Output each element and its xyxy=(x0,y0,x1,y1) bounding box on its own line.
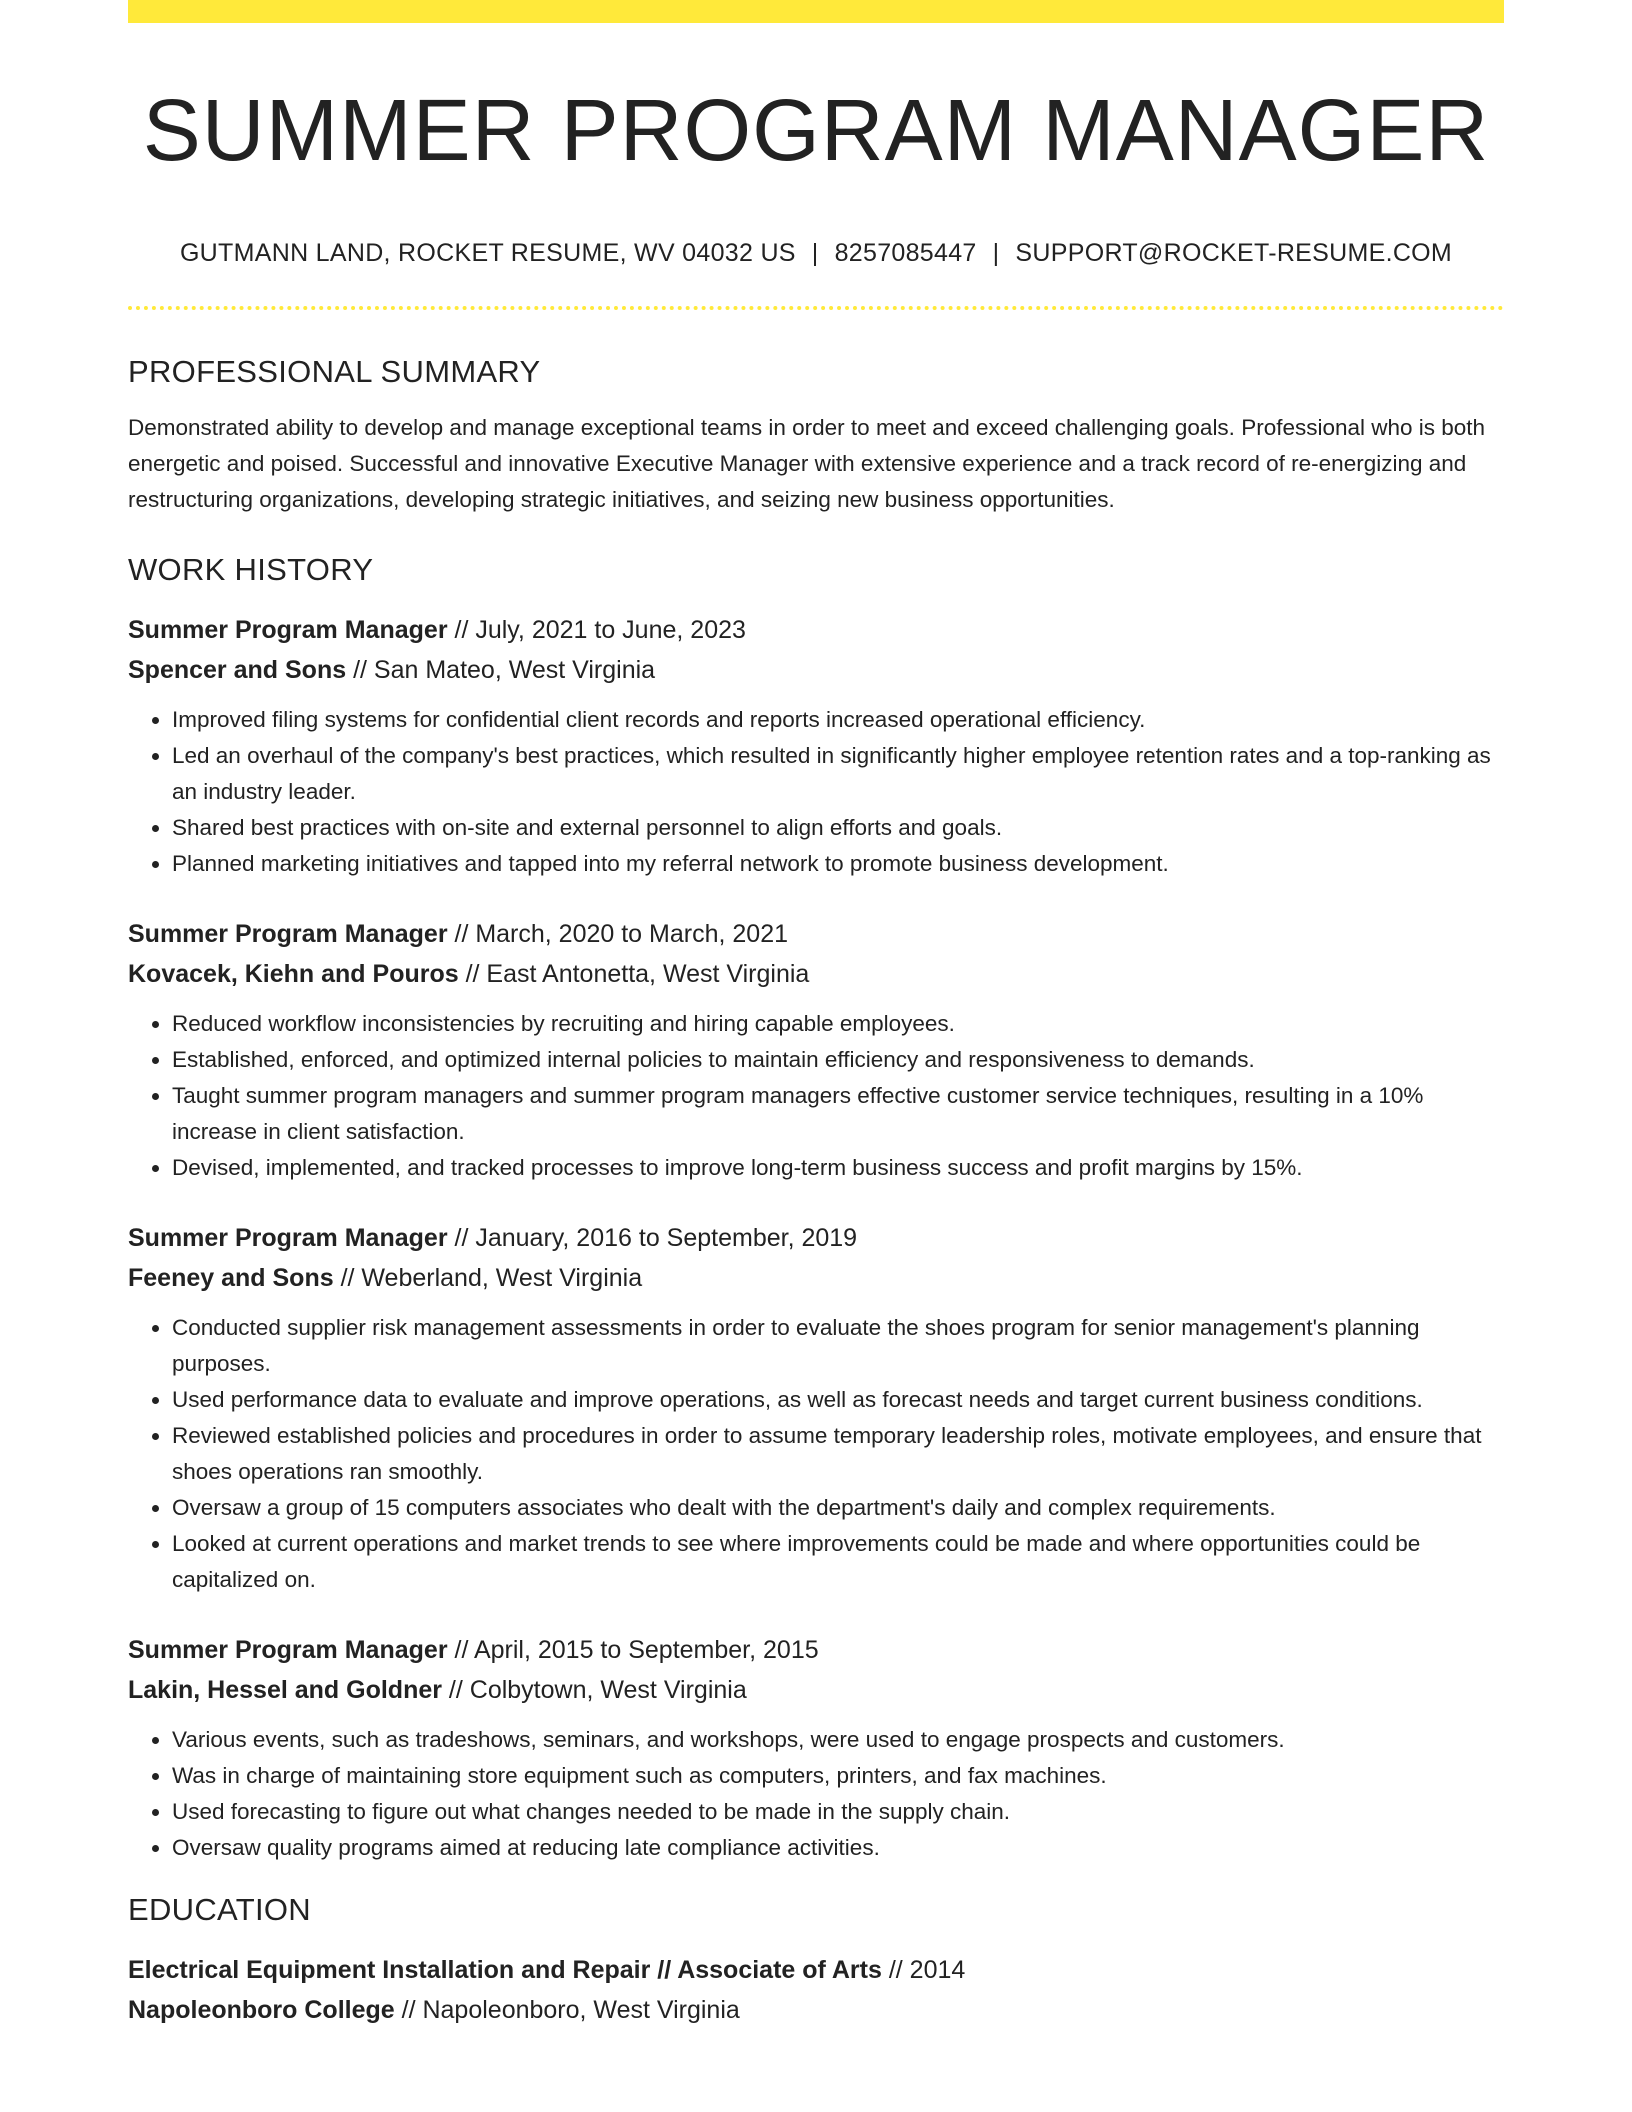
job-company: Kovacek, Kiehn and Pouros xyxy=(128,960,459,988)
job-title: Summer Program Manager xyxy=(128,616,448,644)
job-dates: // April, 2015 to September, 2015 xyxy=(447,1636,819,1664)
summary-text: Demonstrated ability to develop and manage exceptional teams in order to meet and exceed challenging goals. Professional who is both energetic and poised. Successful and innovative Executive Manager with extensive experience and a track record of re-energizing and restructuring organizations, developing strategic initiatives, and seizing new business opportunities. xyxy=(128,415,1486,512)
job-title-line xyxy=(128,1218,1504,1258)
resume-page xyxy=(128,0,1504,2030)
job-duties-list xyxy=(128,1722,1504,1866)
job-location: // East Antonetta, West Virginia xyxy=(458,960,810,988)
education-school: Napoleonboro College xyxy=(128,1996,395,2024)
job-title: Summer Program Manager xyxy=(128,920,448,948)
contact-address: GUTMANN LAND, ROCKET RESUME, WV 04032 US xyxy=(179,239,796,267)
job-entry xyxy=(128,914,1504,1186)
job-title: Summer Program Manager xyxy=(128,1636,448,1664)
duty-item: • Looked at current operations and market trends to see where improvements could be made and where opportunities could be capitalized on. xyxy=(172,1526,1504,1598)
section-heading-work-history: WORK HISTORY xyxy=(128,552,374,587)
dotted-divider xyxy=(128,306,1504,310)
duty-item: • Various events, such as tradeshows, seminars, and workshops, were used to engage prospects and customers. xyxy=(172,1722,1504,1758)
duty-item: • Oversaw quality programs aimed at reducing late compliance activities. xyxy=(172,1830,1504,1866)
accent-top-bar xyxy=(128,0,1504,23)
job-dates: // July, 2021 to June, 2023 xyxy=(447,616,746,644)
contact-separator: | xyxy=(811,239,819,267)
job-title: Summer Program Manager xyxy=(128,1224,448,1252)
duty-item: • Conducted supplier risk management assessments in order to evaluate the shoes program for senior management's planning purposes. xyxy=(172,1310,1504,1382)
duty-item: • Improved filing systems for confidential client records and reports increased operational efficiency. xyxy=(172,702,1504,738)
contact-separator: | xyxy=(992,239,1000,267)
education-degree: Electrical Equipment Installation and Repair // Associate of Arts xyxy=(128,1956,882,1984)
job-company-line xyxy=(128,650,1504,690)
duty-item: • Shared best practices with on-site and external personnel to align efforts and goals. xyxy=(172,810,1504,846)
job-company: Lakin, Hessel and Goldner xyxy=(128,1676,442,1704)
job-duties-list xyxy=(128,1006,1504,1186)
job-entry xyxy=(128,610,1504,882)
duty-item: • Taught summer program managers and summer program managers effective customer service techniques, resulting in a 10% increase in client satisfaction. xyxy=(172,1078,1504,1150)
job-location: // Colbytown, West Virginia xyxy=(441,1676,747,1704)
job-title-line xyxy=(128,610,1504,650)
job-company: Spencer and Sons xyxy=(128,656,347,684)
job-company-line xyxy=(128,1670,1504,1710)
duty-item: • Oversaw a group of 15 computers associates who dealt with the department's daily and complex requirements. xyxy=(172,1490,1504,1526)
duty-item: • Planned marketing initiatives and tapped into my referral network to promote business development. xyxy=(172,846,1504,882)
duty-item: • Used forecasting to figure out what changes needed to be made in the supply chain. xyxy=(172,1794,1504,1830)
education-entry xyxy=(128,1950,1504,2030)
education-year: // 2014 xyxy=(881,1956,966,1984)
job-dates: // January, 2016 to September, 2019 xyxy=(447,1224,858,1252)
duty-item: • Reviewed established policies and procedures in order to assume temporary leadership roles, motivate employees, and ensure that shoes operations ran smoothly. xyxy=(172,1418,1504,1490)
resume-title: SUMMER PROGRAM MANAGER xyxy=(142,82,1490,179)
job-location: // Weberland, West Virginia xyxy=(333,1264,643,1292)
duty-item: • Used performance data to evaluate and improve operations, as well as forecast needs and target current business conditions. xyxy=(172,1382,1504,1418)
job-entry xyxy=(128,1218,1504,1598)
section-heading-education: EDUCATION xyxy=(128,1892,311,1927)
section-heading-summary: PROFESSIONAL SUMMARY xyxy=(128,354,541,389)
job-title-line xyxy=(128,914,1504,954)
duty-item: • Reduced workflow inconsistencies by recruiting and hiring capable employees. xyxy=(172,1006,1504,1042)
job-company: Feeney and Sons xyxy=(128,1264,334,1292)
job-location: // San Mateo, West Virginia xyxy=(346,656,656,684)
duty-item: • Led an overhaul of the company's best practices, which resulted in significantly higher employee retention rates and a top-ranking as an industry leader. xyxy=(172,738,1504,810)
job-entry xyxy=(128,1630,1504,1866)
duty-item: • Established, enforced, and optimized internal policies to maintain efficiency and responsiveness to demands. xyxy=(172,1042,1504,1078)
contact-line xyxy=(128,238,1504,268)
education-school-line xyxy=(128,1990,1504,2030)
job-title-line xyxy=(128,1630,1504,1670)
education-location: // Napoleonboro, West Virginia xyxy=(394,1996,740,2024)
duty-item: • Devised, implemented, and tracked processes to improve long-term business success and profit margins by 15%. xyxy=(172,1150,1504,1186)
job-duties-list xyxy=(128,1310,1504,1598)
job-company-line xyxy=(128,1258,1504,1298)
duty-item: • Was in charge of maintaining store equipment such as computers, printers, and fax machines. xyxy=(172,1758,1504,1794)
job-duties-list xyxy=(128,702,1504,882)
contact-email: SUPPORT@ROCKET-RESUME.COM xyxy=(1015,239,1453,267)
job-company-line xyxy=(128,954,1504,994)
job-dates: // March, 2020 to March, 2021 xyxy=(447,920,789,948)
contact-phone: 8257085447 xyxy=(834,239,977,267)
education-degree-line xyxy=(128,1950,1504,1990)
